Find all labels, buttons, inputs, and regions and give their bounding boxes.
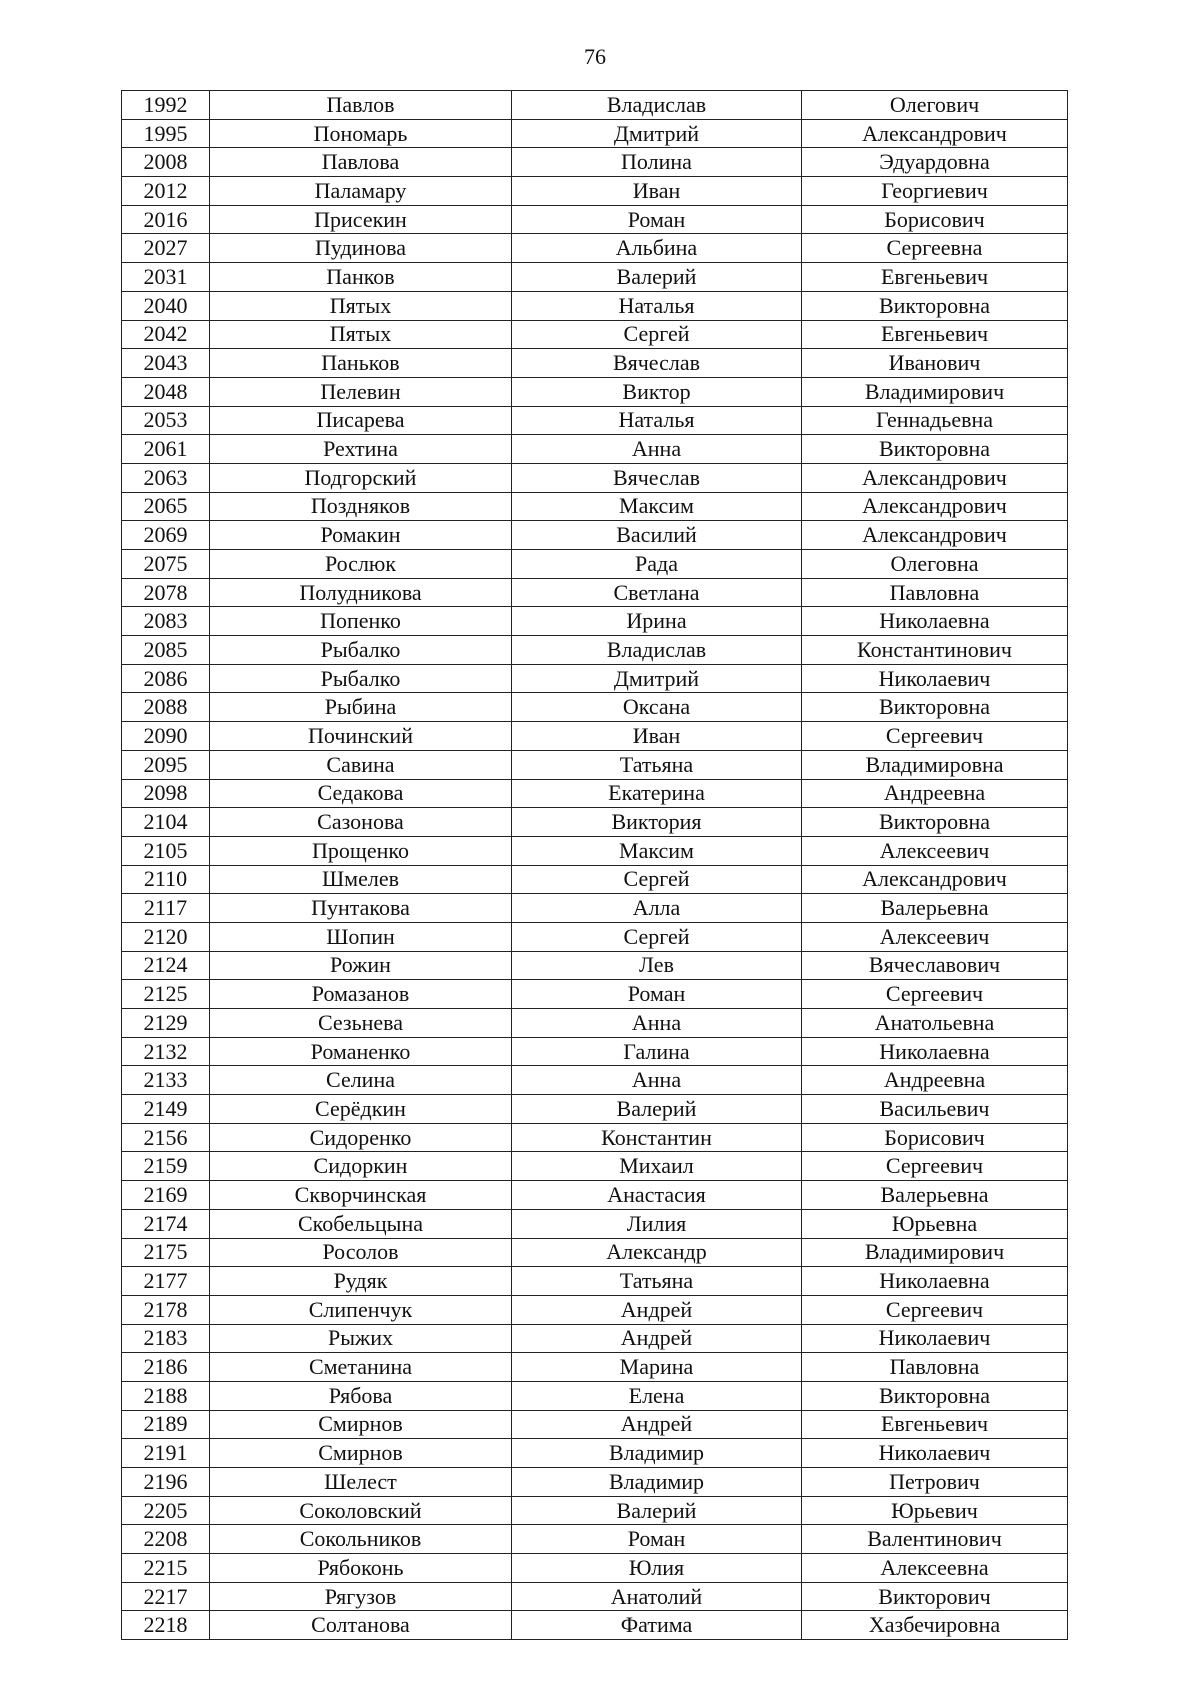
patronymic-cell: Александрович (802, 463, 1068, 492)
last-name-cell: Прощенко (210, 836, 512, 865)
patronymic-cell: Алексеевич (802, 922, 1068, 951)
patronymic-cell: Александрович (802, 865, 1068, 894)
patronymic-cell: Сергеевич (802, 980, 1068, 1009)
patronymic-cell: Алексеевна (802, 1554, 1068, 1583)
last-name-cell: Соколовский (210, 1496, 512, 1525)
record-number-cell: 2069 (122, 521, 210, 550)
table-row (122, 349, 1068, 378)
first-name-cell: Татьяна (512, 750, 802, 779)
record-number-cell: 2083 (122, 607, 210, 636)
last-name-cell: Ромазанов (210, 980, 512, 1009)
record-number-cell: 2217 (122, 1582, 210, 1611)
last-name-cell: Слипенчук (210, 1295, 512, 1324)
patronymic-cell: Сергеевич (802, 722, 1068, 751)
last-name-cell: Пунтакова (210, 894, 512, 923)
patronymic-cell: Олегович (802, 91, 1068, 120)
first-name-cell: Анна (512, 435, 802, 464)
first-name-cell: Дмитрий (512, 119, 802, 148)
first-name-cell: Сергей (512, 865, 802, 894)
last-name-cell: Рожин (210, 951, 512, 980)
table-row (122, 1381, 1068, 1410)
last-name-cell: Панков (210, 263, 512, 292)
first-name-cell: Максим (512, 836, 802, 865)
last-name-cell: Павлова (210, 148, 512, 177)
last-name-cell: Шмелев (210, 865, 512, 894)
last-name-cell: Рыбалко (210, 664, 512, 693)
last-name-cell: Сметанина (210, 1353, 512, 1382)
patronymic-cell: Иванович (802, 349, 1068, 378)
last-name-cell: Седакова (210, 779, 512, 808)
patronymic-cell: Викторовна (802, 291, 1068, 320)
table-row (122, 636, 1068, 665)
patronymic-cell: Алексеевич (802, 836, 1068, 865)
first-name-cell: Рада (512, 550, 802, 579)
table-row (122, 377, 1068, 406)
record-number-cell: 2174 (122, 1209, 210, 1238)
table-row (122, 1123, 1068, 1152)
last-name-cell: Подгорский (210, 463, 512, 492)
last-name-cell: Пятых (210, 320, 512, 349)
table-row (122, 1324, 1068, 1353)
first-name-cell: Константин (512, 1123, 802, 1152)
first-name-cell: Михаил (512, 1152, 802, 1181)
record-number-cell: 2191 (122, 1439, 210, 1468)
last-name-cell: Попенко (210, 607, 512, 636)
record-number-cell: 2124 (122, 951, 210, 980)
last-name-cell: Ромакин (210, 521, 512, 550)
table-row (122, 1037, 1068, 1066)
record-number-cell: 2175 (122, 1238, 210, 1267)
table-row (122, 951, 1068, 980)
first-name-cell: Светлана (512, 578, 802, 607)
first-name-cell: Роман (512, 1525, 802, 1554)
patronymic-cell: Евгеньевич (802, 1410, 1068, 1439)
table-row (122, 1410, 1068, 1439)
first-name-cell: Елена (512, 1381, 802, 1410)
record-number-cell: 2188 (122, 1381, 210, 1410)
last-name-cell: Смирнов (210, 1410, 512, 1439)
first-name-cell: Марина (512, 1353, 802, 1382)
table-row (122, 894, 1068, 923)
record-number-cell: 2205 (122, 1496, 210, 1525)
last-name-cell: Сидоренко (210, 1123, 512, 1152)
record-number-cell: 2132 (122, 1037, 210, 1066)
table-row (122, 664, 1068, 693)
first-name-cell: Иван (512, 177, 802, 206)
last-name-cell: Савина (210, 750, 512, 779)
record-number-cell: 2186 (122, 1353, 210, 1382)
first-name-cell: Дмитрий (512, 664, 802, 693)
record-number-cell: 2120 (122, 922, 210, 951)
first-name-cell: Анна (512, 1066, 802, 1095)
patronymic-cell: Николаевна (802, 1037, 1068, 1066)
table-row (122, 607, 1068, 636)
last-name-cell: Пелевин (210, 377, 512, 406)
record-number-cell: 2105 (122, 836, 210, 865)
roster-body (122, 91, 1068, 1640)
record-number-cell: 2156 (122, 1123, 210, 1152)
last-name-cell: Сокольников (210, 1525, 512, 1554)
record-number-cell: 2008 (122, 148, 210, 177)
record-number-cell: 2027 (122, 234, 210, 263)
patronymic-cell: Викторовна (802, 1381, 1068, 1410)
table-row (122, 1611, 1068, 1640)
last-name-cell: Пудинова (210, 234, 512, 263)
record-number-cell: 2177 (122, 1267, 210, 1296)
last-name-cell: Паламару (210, 177, 512, 206)
table-row (122, 463, 1068, 492)
table-row (122, 205, 1068, 234)
table-row (122, 492, 1068, 521)
last-name-cell: Рыбина (210, 693, 512, 722)
first-name-cell: Иван (512, 722, 802, 751)
last-name-cell: Романенко (210, 1037, 512, 1066)
table-row (122, 836, 1068, 865)
patronymic-cell: Олеговна (802, 550, 1068, 579)
patronymic-cell: Викторовна (802, 808, 1068, 837)
record-number-cell: 2012 (122, 177, 210, 206)
last-name-cell: Рослюк (210, 550, 512, 579)
table-row (122, 865, 1068, 894)
table-row (122, 1554, 1068, 1583)
patronymic-cell: Вячеславович (802, 951, 1068, 980)
record-number-cell: 2043 (122, 349, 210, 378)
record-number-cell: 2078 (122, 578, 210, 607)
record-number-cell: 2063 (122, 463, 210, 492)
last-name-cell: Присекин (210, 205, 512, 234)
table-row (122, 435, 1068, 464)
record-number-cell: 2048 (122, 377, 210, 406)
last-name-cell: Смирнов (210, 1439, 512, 1468)
table-row (122, 1295, 1068, 1324)
last-name-cell: Рябова (210, 1381, 512, 1410)
record-number-cell: 2065 (122, 492, 210, 521)
patronymic-cell: Александрович (802, 492, 1068, 521)
table-row (122, 1582, 1068, 1611)
record-number-cell: 2016 (122, 205, 210, 234)
record-number-cell: 2218 (122, 1611, 210, 1640)
table-row (122, 148, 1068, 177)
record-number-cell: 2075 (122, 550, 210, 579)
table-row (122, 808, 1068, 837)
patronymic-cell: Николаевич (802, 1324, 1068, 1353)
table-row (122, 779, 1068, 808)
record-number-cell: 2104 (122, 808, 210, 837)
patronymic-cell: Петрович (802, 1468, 1068, 1497)
table-row (122, 1468, 1068, 1497)
patronymic-cell: Николаевич (802, 664, 1068, 693)
last-name-cell: Серёдкин (210, 1095, 512, 1124)
last-name-cell: Скобельцына (210, 1209, 512, 1238)
first-name-cell: Валерий (512, 263, 802, 292)
patronymic-cell: Павловна (802, 1353, 1068, 1382)
table-row (122, 320, 1068, 349)
first-name-cell: Фатима (512, 1611, 802, 1640)
table-row (122, 1009, 1068, 1038)
table-row (122, 119, 1068, 148)
first-name-cell: Оксана (512, 693, 802, 722)
first-name-cell: Владислав (512, 91, 802, 120)
record-number-cell: 2117 (122, 894, 210, 923)
table-row (122, 291, 1068, 320)
last-name-cell: Рехтина (210, 435, 512, 464)
first-name-cell: Владимир (512, 1439, 802, 1468)
first-name-cell: Виктория (512, 808, 802, 837)
last-name-cell: Рыбалко (210, 636, 512, 665)
record-number-cell: 1995 (122, 119, 210, 148)
table-row (122, 521, 1068, 550)
last-name-cell: Рябоконь (210, 1554, 512, 1583)
first-name-cell: Василий (512, 521, 802, 550)
first-name-cell: Валерий (512, 1095, 802, 1124)
last-name-cell: Пономарь (210, 119, 512, 148)
first-name-cell: Сергей (512, 320, 802, 349)
table-row (122, 1238, 1068, 1267)
last-name-cell: Павлов (210, 91, 512, 120)
patronymic-cell: Сергеевич (802, 1295, 1068, 1324)
roster-table (121, 90, 1068, 1640)
patronymic-cell: Павловна (802, 578, 1068, 607)
patronymic-cell: Эдуардовна (802, 148, 1068, 177)
last-name-cell: Сезьнева (210, 1009, 512, 1038)
first-name-cell: Валерий (512, 1496, 802, 1525)
last-name-cell: Сазонова (210, 808, 512, 837)
record-number-cell: 2215 (122, 1554, 210, 1583)
table-row (122, 1152, 1068, 1181)
record-number-cell: 2159 (122, 1152, 210, 1181)
first-name-cell: Андрей (512, 1324, 802, 1353)
record-number-cell: 2169 (122, 1181, 210, 1210)
patronymic-cell: Александрович (802, 521, 1068, 550)
last-name-cell: Сидоркин (210, 1152, 512, 1181)
patronymic-cell: Борисович (802, 1123, 1068, 1152)
patronymic-cell: Валентинович (802, 1525, 1068, 1554)
last-name-cell: Полудникова (210, 578, 512, 607)
patronymic-cell: Владимировна (802, 750, 1068, 779)
table-row (122, 1267, 1068, 1296)
table-row (122, 177, 1068, 206)
first-name-cell: Наталья (512, 291, 802, 320)
record-number-cell: 2189 (122, 1410, 210, 1439)
first-name-cell: Альбина (512, 234, 802, 263)
record-number-cell: 2086 (122, 664, 210, 693)
record-number-cell: 2183 (122, 1324, 210, 1353)
first-name-cell: Владислав (512, 636, 802, 665)
patronymic-cell: Константинович (802, 636, 1068, 665)
first-name-cell: Екатерина (512, 779, 802, 808)
page-number: 76 (584, 44, 606, 69)
record-number-cell: 2085 (122, 636, 210, 665)
table-row (122, 922, 1068, 951)
record-number-cell: 2178 (122, 1295, 210, 1324)
table-row (122, 1095, 1068, 1124)
table-row (122, 550, 1068, 579)
first-name-cell: Юлия (512, 1554, 802, 1583)
first-name-cell: Виктор (512, 377, 802, 406)
first-name-cell: Ирина (512, 607, 802, 636)
first-name-cell: Наталья (512, 406, 802, 435)
table-row (122, 234, 1068, 263)
record-number-cell: 2196 (122, 1468, 210, 1497)
record-number-cell: 1992 (122, 91, 210, 120)
patronymic-cell: Евгеньевич (802, 263, 1068, 292)
table-row (122, 1209, 1068, 1238)
patronymic-cell: Валерьевна (802, 894, 1068, 923)
last-name-cell: Селина (210, 1066, 512, 1095)
record-number-cell: 2208 (122, 1525, 210, 1554)
first-name-cell: Алла (512, 894, 802, 923)
first-name-cell: Галина (512, 1037, 802, 1066)
last-name-cell: Росолов (210, 1238, 512, 1267)
record-number-cell: 2031 (122, 263, 210, 292)
record-number-cell: 2090 (122, 722, 210, 751)
patronymic-cell: Борисович (802, 205, 1068, 234)
patronymic-cell: Валерьевна (802, 1181, 1068, 1210)
patronymic-cell: Васильевич (802, 1095, 1068, 1124)
first-name-cell: Анастасия (512, 1181, 802, 1210)
record-number-cell: 2125 (122, 980, 210, 1009)
table-row (122, 91, 1068, 120)
last-name-cell: Шелест (210, 1468, 512, 1497)
record-number-cell: 2042 (122, 320, 210, 349)
patronymic-cell: Владимирович (802, 1238, 1068, 1267)
table-row (122, 578, 1068, 607)
first-name-cell: Вячеслав (512, 463, 802, 492)
record-number-cell: 2129 (122, 1009, 210, 1038)
last-name-cell: Солтанова (210, 1611, 512, 1640)
first-name-cell: Вячеслав (512, 349, 802, 378)
table-row (122, 693, 1068, 722)
patronymic-cell: Николаевич (802, 1439, 1068, 1468)
table-row (122, 1496, 1068, 1525)
first-name-cell: Лев (512, 951, 802, 980)
record-number-cell: 2053 (122, 406, 210, 435)
last-name-cell: Рыжих (210, 1324, 512, 1353)
record-number-cell: 2040 (122, 291, 210, 320)
patronymic-cell: Сергеевна (802, 234, 1068, 263)
first-name-cell: Анна (512, 1009, 802, 1038)
table-row (122, 1439, 1068, 1468)
record-number-cell: 2110 (122, 865, 210, 894)
patronymic-cell: Андреевна (802, 1066, 1068, 1095)
first-name-cell: Андрей (512, 1295, 802, 1324)
last-name-cell: Шопин (210, 922, 512, 951)
patronymic-cell: Викторовна (802, 435, 1068, 464)
patronymic-cell: Александрович (802, 119, 1068, 148)
table-row (122, 1181, 1068, 1210)
patronymic-cell: Андреевна (802, 779, 1068, 808)
patronymic-cell: Георгиевич (802, 177, 1068, 206)
first-name-cell: Татьяна (512, 1267, 802, 1296)
record-number-cell: 2098 (122, 779, 210, 808)
table-row (122, 263, 1068, 292)
record-number-cell: 2095 (122, 750, 210, 779)
patronymic-cell: Хазбечировна (802, 1611, 1068, 1640)
first-name-cell: Андрей (512, 1410, 802, 1439)
patronymic-cell: Анатольевна (802, 1009, 1068, 1038)
first-name-cell: Сергей (512, 922, 802, 951)
table-row (122, 406, 1068, 435)
first-name-cell: Лилия (512, 1209, 802, 1238)
first-name-cell: Александр (512, 1238, 802, 1267)
patronymic-cell: Владимирович (802, 377, 1068, 406)
last-name-cell: Рягузов (210, 1582, 512, 1611)
first-name-cell: Полина (512, 148, 802, 177)
last-name-cell: Поздняков (210, 492, 512, 521)
last-name-cell: Писарева (210, 406, 512, 435)
last-name-cell: Пятых (210, 291, 512, 320)
first-name-cell: Роман (512, 205, 802, 234)
last-name-cell: Паньков (210, 349, 512, 378)
patronymic-cell: Николаевна (802, 607, 1068, 636)
record-number-cell: 2061 (122, 435, 210, 464)
record-number-cell: 2149 (122, 1095, 210, 1124)
table-row (122, 1066, 1068, 1095)
first-name-cell: Роман (512, 980, 802, 1009)
patronymic-cell: Геннадьевна (802, 406, 1068, 435)
patronymic-cell: Юрьевна (802, 1209, 1068, 1238)
last-name-cell: Починский (210, 722, 512, 751)
table-row (122, 980, 1068, 1009)
last-name-cell: Рудяк (210, 1267, 512, 1296)
patronymic-cell: Юрьевич (802, 1496, 1068, 1525)
first-name-cell: Владимир (512, 1468, 802, 1497)
first-name-cell: Максим (512, 492, 802, 521)
patronymic-cell: Евгеньевич (802, 320, 1068, 349)
patronymic-cell: Николаевна (802, 1267, 1068, 1296)
last-name-cell: Скворчинская (210, 1181, 512, 1210)
table-row (122, 750, 1068, 779)
first-name-cell: Анатолий (512, 1582, 802, 1611)
record-number-cell: 2088 (122, 693, 210, 722)
table-row (122, 722, 1068, 751)
table-row (122, 1353, 1068, 1382)
patronymic-cell: Сергеевич (802, 1152, 1068, 1181)
record-number-cell: 2133 (122, 1066, 210, 1095)
patronymic-cell: Викторович (802, 1582, 1068, 1611)
table-row (122, 1525, 1068, 1554)
patronymic-cell: Викторовна (802, 693, 1068, 722)
